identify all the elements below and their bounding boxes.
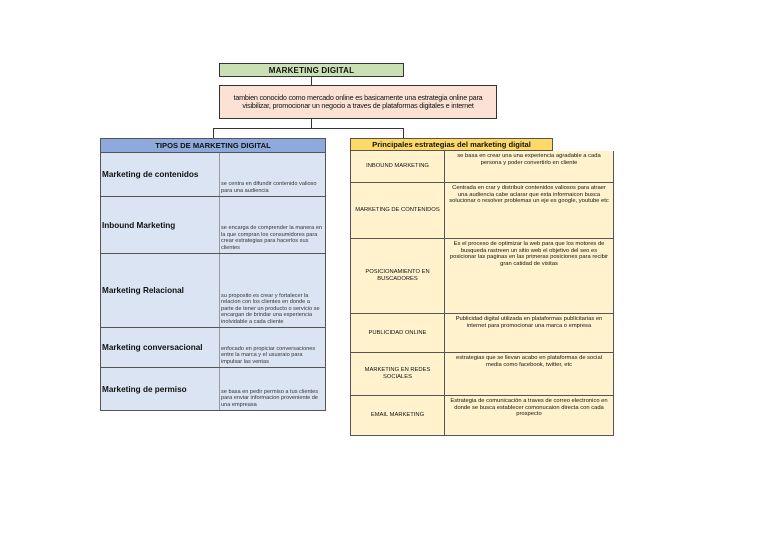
connector-desc-down (311, 119, 312, 128)
row-desc: se centra en difundir contenido valioso para una audiencia (219, 153, 325, 196)
row-name: Marketing conversacional (102, 343, 203, 352)
table-row (101, 368, 325, 410)
connector-horizontal (213, 128, 403, 129)
types-table-header: TIPOS DE MARKETING DIGITAL (101, 139, 325, 153)
table-row (101, 153, 325, 197)
table-row (101, 254, 325, 328)
table-row (101, 328, 325, 368)
row-name: Marketing Relacional (102, 286, 184, 295)
table-row (350, 396, 614, 436)
table-row (101, 197, 325, 254)
definition-box: tambien conocido como mercado online es basicamente una estrategia online para visibilizar, promocionar un negocio a traves de plataformas digitales e internet (219, 85, 497, 119)
row-desc: estrategias que se llevan acabo en plataformas de social media como facebook, twitter, etc (456, 355, 602, 368)
connector-right-drop (403, 128, 404, 138)
table-row (350, 239, 614, 314)
row-name: POSICIONAMIENTO EN BUSCADORES (351, 239, 445, 313)
table-row (350, 151, 614, 183)
table-row (350, 183, 614, 239)
connector-title-desc (311, 77, 312, 85)
table-row (350, 314, 614, 353)
table-row (350, 353, 614, 396)
row-name: PUBLICIDAD ONLINE (351, 314, 445, 352)
row-desc: se basa en crear una una experiencia agradable a cada persona y poder convertirlo en cliente (457, 153, 601, 166)
row-desc: Estrategia de comunicación a traves de correo electronico en donde se busca establecer comonucaion directa con cada prospecto (450, 398, 608, 418)
strategies-table-header: Principales estrategias del marketing digital (350, 138, 553, 151)
row-desc: se encarga de comprender la manera en la que compran los consumidores para crear estrategias para hacerlos sus clientes (219, 197, 325, 253)
strategies-table (350, 138, 614, 436)
row-name: Marketing de permiso (102, 384, 187, 394)
row-name: EMAIL MARKETING (351, 396, 445, 435)
diagram-title: MARKETING DIGITAL (219, 63, 404, 77)
types-table (100, 138, 326, 411)
row-desc: se basa en pedir permiso a tus clientes para enviar informacion proveniente de una empreasa (219, 368, 325, 410)
row-name: Marketing de contenidos (102, 170, 199, 179)
row-name: INBOUND MARKETING (351, 151, 445, 182)
row-desc: su proposito es crear y fortalecer la relacion con los clientes en donde a parte de tener un producto o servicio se encargan de brindar una experiencia inolvidable a cada cliente (219, 254, 325, 327)
row-name: MARKETING EN REDES SOCIALES (351, 353, 445, 395)
row-name: Inbound Marketing (102, 220, 176, 230)
row-name: MARKETING DE CONTENIDOS (351, 183, 445, 238)
connector-left-drop (213, 128, 214, 138)
row-desc: Centrada en crar y distribuir contenidos valiosos para atraer una audiencia cabe aclarar que esta informaicon busca solucionar o resolver problemas un eje es google, youtube etc (449, 185, 609, 205)
row-desc: Es el proceso de optimizar la web para que los motores de busqueda rastreen un sitio web el objetivo del seo es posicionar las paginas en las primeras posiciones para recibir gran catidad de visitas (449, 241, 609, 267)
row-desc: Publicidad digital utilizada en plataformas publicitarias en internet para promocionar una marca o empresa (455, 316, 603, 329)
row-desc: enfocado en propiciar conversaciones entre la marca y el ususraio para impulsar las ventas (219, 328, 325, 367)
